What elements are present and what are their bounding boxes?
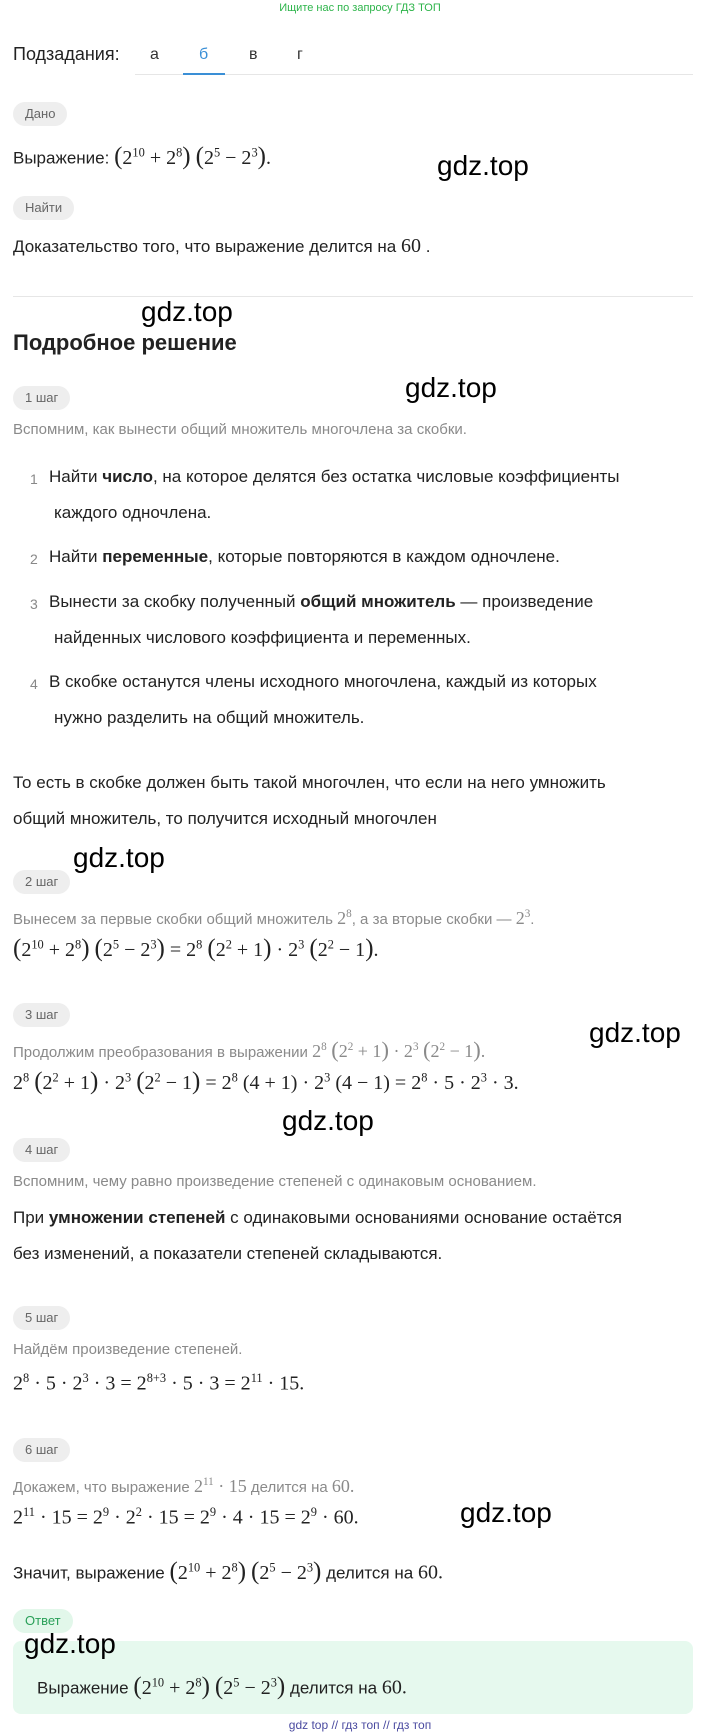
watermark: gdz.top [589, 1017, 681, 1048]
step-3-formula: $2^8$ $(2^2 + 1) \cdot 2^3$ $(2^2 - 1) = 2^8$ $(4 + 1) \cdot 2^3$ $(4 - 1) = 2^8 \cdot 5 \cdot 2^3 \cdot 3$. [13, 1068, 519, 1095]
solution-title: Подробное решение [13, 330, 237, 355]
list-item: В скобке останутся члены исходного многочлена, каждый из которых [49, 672, 597, 691]
given-badge: Дано [13, 102, 67, 126]
find-text: Доказательство того, что выражение делится на [13, 237, 397, 256]
step-4-intro: Вспомним, чему равно произведение степеней с одинаковым основанием. [13, 1173, 537, 1190]
find-line: Доказательство того, что выражение делится на 60 . [13, 235, 431, 257]
watermark: gdz.top [405, 372, 497, 403]
step-4-rule-line2: без изменений, а показатели степеней складываются. [13, 1244, 443, 1263]
watermark: gdz.top [141, 296, 233, 327]
watermark: gdz.top [73, 842, 165, 873]
step-5-badge: 5 шаг [13, 1306, 70, 1330]
step-2-intro: Вынесем за первые скобки общий множитель $2^8$, а за вторые скобки — $2^3$. [13, 908, 535, 928]
tab-g[interactable]: г [297, 46, 303, 63]
given-label: Выражение: [13, 148, 110, 168]
step-1-intro: Вспомним, как вынести общий множитель многочлена за скобки. [13, 421, 467, 438]
step-5-intro: Найдём произведение степеней. [13, 1341, 243, 1358]
step-6-conclusion: Значит, выражение $(2^{10} + 2^8) (2^5 - 2^3)$ делится на 60. [13, 1557, 443, 1585]
step-6-formula: $2^{11} \cdot 15 = 2^9 \cdot 2^2 \cdot 15 = 2^9 \cdot 4 \cdot 15 = 2^9 \cdot 60$. [13, 1505, 359, 1529]
watermark: gdz.top [24, 1628, 116, 1659]
step-6-intro: Докажем, что выражение $2^{11} \cdot 15$ делится на 60. [13, 1476, 355, 1496]
list-item: Найти число, на которое делятся без остатка числовые коэффициенты [49, 467, 620, 486]
active-tab-indicator [183, 73, 225, 75]
list-item-number: 2 [30, 551, 38, 567]
step-5-formula: $2^8 \cdot 5 \cdot 2^3 \cdot 3 = 2^{8+3} \cdot 5 \cdot 3 = 2^{11} \cdot 15$. [13, 1371, 305, 1395]
answer-badge: Ответ [13, 1609, 73, 1633]
given-expression: $(2^{10} + 2^8) (2^5 - 2^3)$. [114, 142, 271, 170]
list-item-number: 4 [30, 676, 38, 692]
find-badge: Найти [13, 196, 74, 220]
step-3-intro: Продолжим преобразования в выражении $2^8$ $(2^2 + 1) \cdot 2^3$ $(2^2 - 1)$. [13, 1037, 486, 1062]
list-item-continuation: каждого одночлена. [54, 503, 212, 522]
footer-links[interactable]: gdz top // гдз топ // гдз топ [288, 1718, 432, 1732]
watermark: gdz.top [460, 1497, 552, 1528]
list-item-number: 1 [30, 471, 38, 487]
step-6-badge: 6 шаг [13, 1438, 70, 1462]
tab-v[interactable]: в [249, 46, 258, 63]
answer-text: Выражение $(2^{10} + 2^8) (2^5 - 2^3)$ делится на 60. [37, 1672, 407, 1700]
step-2-badge: 2 шаг [13, 870, 70, 894]
list-item-continuation: нужно разделить на общий множитель. [54, 708, 365, 727]
step-4-badge: 4 шаг [13, 1138, 70, 1162]
given-line [13, 140, 271, 171]
step-1-outro: То есть в скобке должен быть такой многочлен, что если на него умножить [13, 773, 606, 792]
step-1-badge: 1 шаг [13, 386, 70, 410]
list-item-continuation: найденных числового коэффициента и переменных. [54, 628, 471, 647]
tab-b[interactable]: б [199, 46, 209, 63]
tab-a[interactable]: а [150, 46, 159, 63]
step-3-badge: 3 шаг [13, 1003, 70, 1027]
watermark: gdz.top [282, 1105, 374, 1136]
section-divider [13, 296, 693, 297]
promo-text[interactable]: Ищите нас по запросу ГДЗ ТОП [279, 2, 441, 14]
step-2-formula: $(2^{10} + 2^8) (2^5 - 2^3) = 2^8$ $(2^2 + 1) \cdot 2^3$ $(2^2 - 1)$. [13, 935, 379, 962]
list-item-number: 3 [30, 596, 38, 612]
step-1-outro-line2: общий множитель, то получится исходный многочлен [13, 809, 437, 828]
step-4-rule: При умножении степеней с одинаковыми основаниями основание остаётся [13, 1208, 622, 1227]
find-number: 60 [400, 235, 421, 257]
subtasks-label: Подзадания: [13, 44, 120, 64]
list-item: Найти переменные, которые повторяются в каждом одночлене. [49, 547, 560, 566]
watermark: gdz.top [437, 150, 529, 181]
list-item: Вынести за скобку полученный общий множитель — произведение [49, 592, 594, 611]
